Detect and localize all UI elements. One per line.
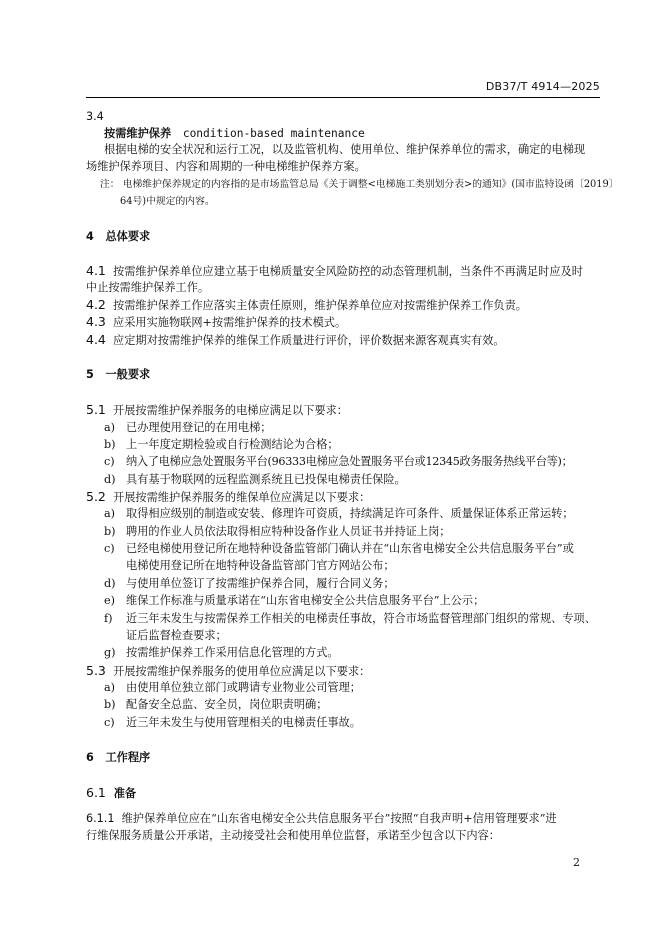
note-text: 电梯维护保养规定的内容指的是市场监管总局《关于调整<电梯施工类别划分表>的通知》(国市监特设函〔2019〕	[122, 179, 619, 190]
list-mark: b)	[104, 438, 116, 451]
list-text: 纳入了电梯应急处置服务平台(96333电梯应急处置服务平台或12345政务服务热线平台等)；	[126, 455, 573, 468]
section-5-title: 一般要求	[105, 368, 151, 381]
list-mark: a)	[104, 421, 116, 434]
clause-number: 5.1	[86, 402, 106, 417]
clause-5-3	[86, 663, 370, 680]
section-6-heading	[86, 750, 150, 766]
clause-number: 4.2	[86, 297, 106, 312]
clause-4-4	[86, 332, 505, 349]
def-term-en: condition-based maintenance	[182, 127, 365, 140]
page-number: 2	[573, 856, 580, 869]
clause-number: 4.4	[86, 332, 106, 347]
list-text: 上一年度定期检验或自行检测结论为合格；	[126, 438, 339, 451]
def-note-line1	[100, 177, 619, 193]
clause-4-2	[86, 297, 527, 314]
clause-5-2	[86, 489, 370, 506]
clause-number: 5.3	[86, 663, 106, 678]
list-item	[104, 472, 406, 488]
list-text: 按需维护保养工作采用信息化管理的方式。	[126, 646, 339, 659]
def-body-line2: 场维护保养项目、内容和周期的一种电梯维护保养方案。	[86, 160, 366, 173]
list-text: 聘用的作业人员依法取得相应特种设备作业人员证书并持证上岗；	[126, 525, 451, 538]
section-6-title: 工作程序	[105, 751, 151, 764]
list-item-cont: 电梯使用登记所在地特种设备监管部门官方网站公布；	[126, 559, 395, 572]
list-text: 取得相应级别的制造或安装、修理许可资质，持续满足许可条件、质量保证体系正常运转；	[126, 507, 574, 520]
def-body-line1: 根据电梯的安全状况和运行工况，以及监管机构、使用单位、维护保养单位的需求，确定的电梯现	[104, 143, 586, 156]
list-item-cont: 证后监督检查要求；	[126, 629, 227, 642]
list-item	[104, 611, 596, 627]
clause-text: 按需维护保养工作应落实主体责任原则，维护保养单位应对按需维护保养工作负责。	[113, 299, 527, 312]
section-4-heading	[86, 229, 150, 245]
clause-text: 开展按需维护保养服务的维保单位应满足以下要求：	[113, 491, 371, 504]
list-text: 近三年未发生与使用管理相关的电梯责任事故。	[126, 716, 361, 729]
clause-4-1-cont: 中止按需维护保养工作。	[86, 281, 210, 294]
list-item	[104, 715, 361, 731]
list-mark: b)	[104, 525, 116, 538]
list-item	[104, 645, 339, 661]
list-text: 已办理使用登记的在用电梯；	[126, 421, 272, 434]
clause-5-1	[86, 402, 348, 419]
clause-number: 5.2	[86, 489, 106, 504]
list-mark: d)	[104, 577, 116, 590]
list-text: 与使用单位签订了按需维护保养合同，履行合同义务；	[126, 577, 395, 590]
clause-text: 按需维护保养单位应建立基于电梯质量安全风险防控的动态管理机制，当条件不再满足时应及时	[113, 265, 583, 278]
clause-text: 应采用实施物联网+按需维护保养的技术模式。	[113, 316, 347, 329]
header-rule	[86, 97, 600, 98]
list-text: 由使用单位独立部门或聘请专业物业公司管理；	[126, 681, 361, 694]
clause-text: 开展按需维护保养服务的使用单位应满足以下要求：	[113, 665, 371, 678]
list-item	[104, 437, 339, 453]
section-5-number: 5	[86, 368, 94, 381]
list-text: 维保工作标准与质量承诺在“山东省电梯安全公共信息服务平台”上公示；	[126, 594, 485, 607]
list-item	[104, 524, 450, 540]
list-mark: g)	[104, 646, 116, 659]
note-label: 注：	[100, 179, 120, 190]
list-item	[104, 506, 574, 522]
list-mark: b)	[104, 698, 116, 711]
list-text: 配备安全总监、安全员，岗位职责明确；	[126, 698, 328, 711]
list-mark: c)	[104, 455, 115, 468]
list-item	[104, 454, 573, 470]
list-text: 已经电梯使用登记所在地特种设备监管部门确认并在“山东省电梯安全公共信息服务平台”或	[126, 542, 574, 555]
list-mark: d)	[104, 473, 116, 486]
section-4-title: 总体要求	[105, 230, 151, 243]
section-5-heading	[86, 367, 150, 383]
subsection-number: 6.1	[86, 785, 106, 800]
list-item	[104, 420, 271, 436]
list-item	[104, 593, 484, 609]
clause-6-1-1-cont: 行维保服务质量公开承诺，主动接受社会和使用单位监督，承诺至少包含以下内容：	[86, 829, 500, 842]
list-item	[104, 697, 327, 713]
list-mark: e)	[104, 594, 115, 607]
clause-text: 开展按需维护保养服务的电梯应满足以下要求：	[113, 404, 348, 417]
list-mark: c)	[104, 716, 115, 729]
section-4-number: 4	[86, 230, 94, 243]
list-mark: a)	[104, 507, 116, 520]
list-item	[104, 541, 574, 557]
list-text: 具有基于物联网的远程监测系统且已投保电梯责任保险。	[126, 473, 406, 486]
clause-text: 维护保养单位应在“山东省电梯安全公共信息服务平台”按照“自我声明+信用管理要求”进	[121, 812, 557, 825]
doc-code-header: DB37/T 4914—2025	[485, 80, 600, 93]
list-mark: c)	[104, 542, 115, 555]
subsection-6-1-heading	[86, 785, 136, 802]
list-text: 近三年未发生与按需保养工作相关的电梯责任事故，符合市场监督管理部门组织的常规、专项、	[126, 612, 596, 625]
def-term	[104, 126, 365, 142]
list-item	[104, 680, 361, 696]
subsection-title: 准备	[113, 787, 137, 800]
def-note-line2: 64号)中规定的内容。	[120, 196, 215, 207]
clause-4-3	[86, 314, 346, 331]
def-number: 3.4	[86, 110, 104, 123]
list-mark: f)	[104, 612, 113, 625]
list-item	[104, 576, 395, 592]
clause-number: 4.1	[86, 263, 106, 278]
def-term-cn: 按需维护保养	[104, 127, 172, 140]
clause-number: 6.1.1	[86, 812, 115, 825]
clause-6-1-1	[86, 811, 557, 827]
clause-text: 应定期对按需维护保养的维保工作质量进行评价，评价数据来源客观真实有效。	[113, 334, 505, 347]
list-mark: a)	[104, 681, 116, 694]
clause-4-1	[86, 263, 583, 280]
clause-number: 4.3	[86, 314, 106, 329]
section-6-number: 6	[86, 751, 94, 764]
